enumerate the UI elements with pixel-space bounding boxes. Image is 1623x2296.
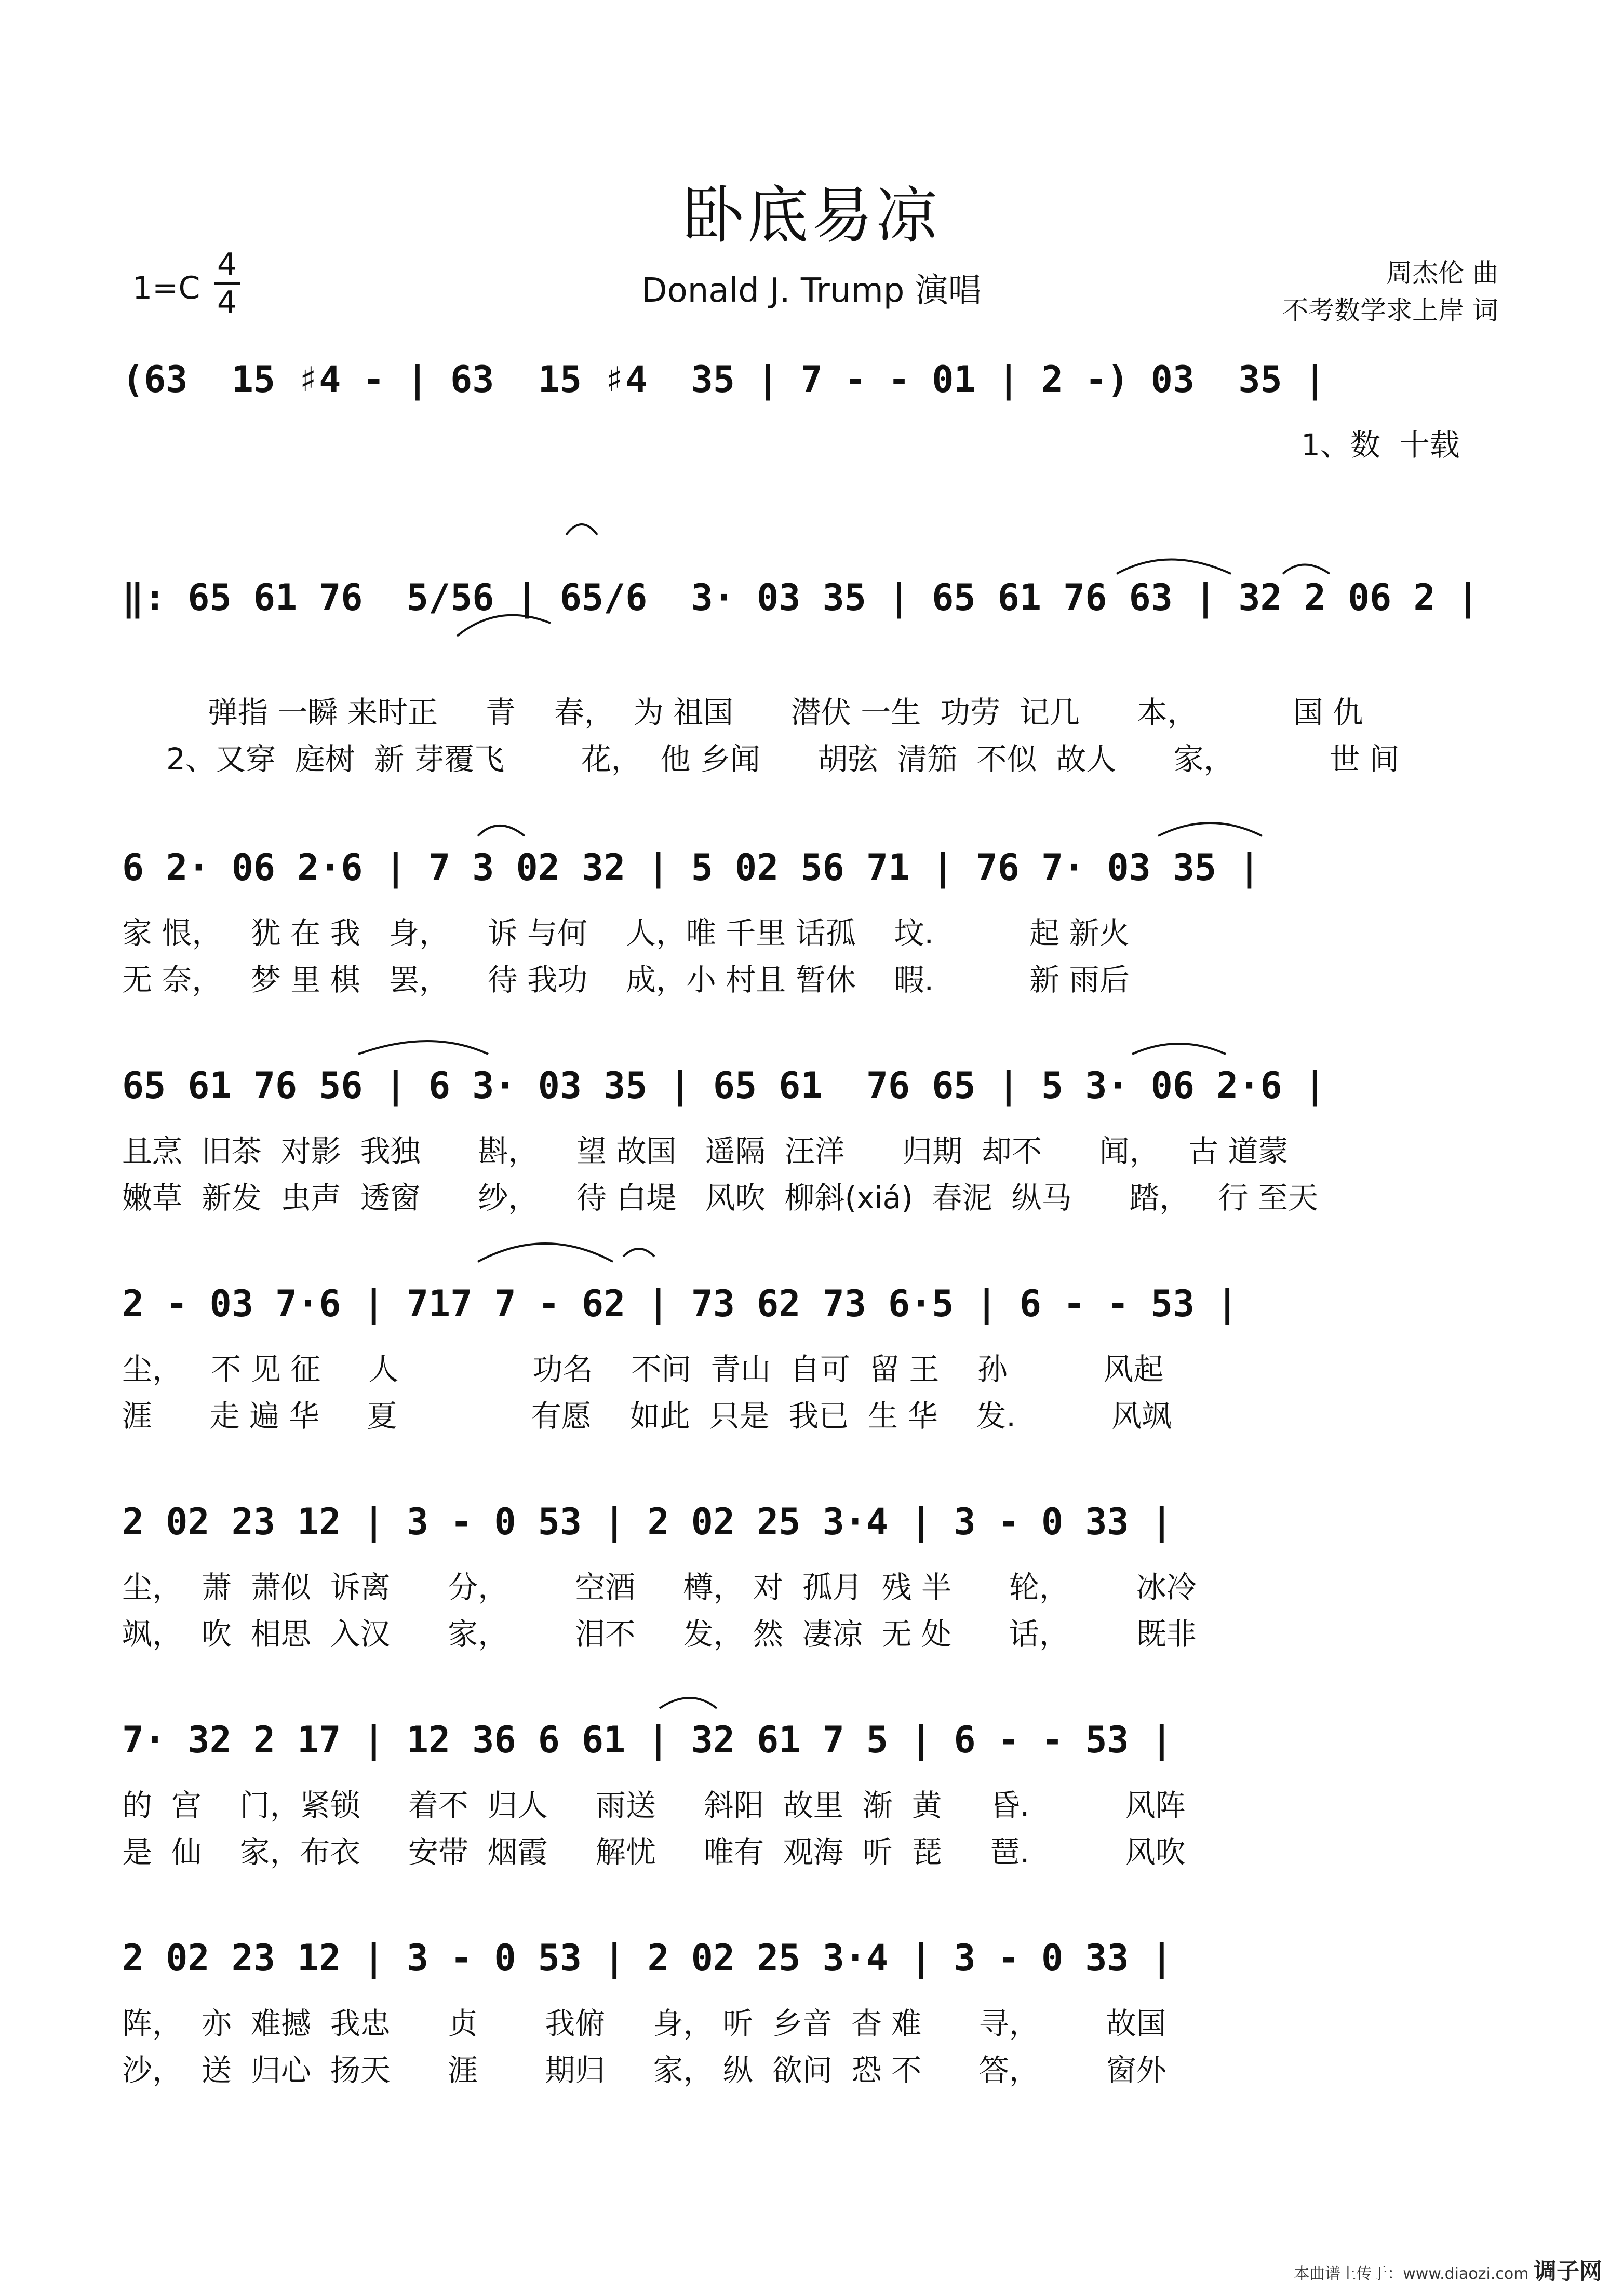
key-signature: 1=C [132,270,200,306]
meter-top: 4 [217,247,237,283]
lyric-line-2: 飒， 吹 相思 入汉 家， 泪不 发， 然 凄凉 无 处 话， 既非 [122,1616,1197,1652]
notes-line: 7· 32 2 17 | 12 36 6 61 | 32 61 7 5 | 6 - - 53 | [122,1719,1173,1761]
lyric-line-2: 涯 走 遍 华 夏 有愿 如此 只是 我已 生 华 发. 风飒 [122,1398,1172,1434]
lyric-line-1: 1、数 十载 [1301,427,1460,463]
site-watermark [1294,2252,1602,2286]
song-title: 卧底易凉 [682,180,941,251]
notes-line: ‖: 65 61 76 5/56 | 65/6 3· 03 35 | 65 61 76 63 | 32 2 06 2 | [122,576,1479,619]
notes-line: 6 2· 06 2·6 | 7 3 02 32 | 5 02 56 71 | 76 7· 03 35 | [122,846,1260,889]
watermark-note: 本曲谱上传于：www.diaozi.com [1294,2265,1529,2283]
lyric-line-2: 沙， 送 归心 扬天 涯 期归 家， 纵 欲问 恐 不 答， 窗外 [122,2052,1166,2088]
lyricist: 不考数学求上岸 词 [1282,295,1498,326]
notes-line: 2 02 23 12 | 3 - 0 53 | 2 02 25 3·4 | 3 - 0 33 | [122,1501,1173,1543]
composer: 周杰伦 曲 [1386,258,1498,288]
notes-line: 2 02 23 12 | 3 - 0 53 | 2 02 25 3·4 | 3 - 0 33 | [122,1937,1173,1979]
notes-line: 2 - 03 7·6 | 717 7 - 62 | 73 62 73 6·5 | 6 - - 53 | [122,1282,1239,1325]
meter-bottom: 4 [217,285,237,321]
lyric-line-2: 无 奈， 梦 里 棋 罢， 待 我功 成，小 村且 暂休 暇. 新 雨后 [122,962,1130,997]
lyric-line-1: 尘， 不 见 征 人 功名 不问 青山 自可 留 王 孙 风起 [122,1352,1164,1387]
lyric-line-1: 弹指 一瞬 来时正 青 春， 为 祖国 潜伏 一生 功劳 记几 本， 国 仇 [208,695,1363,730]
lyric-line-2: 嫩草 新发 虫声 透窗 纱， 待 白堤 风吹 柳斜(xiá) 春泥 纵马 踏， 行 至天 [122,1180,1318,1215]
lyric-line-1: 尘， 萧 萧似 诉离 分， 空酒 樽， 对 孤月 残 半 轮， 冰冷 [122,1570,1197,1605]
lyric-line-1: 阵， 亦 难撼 我忠 贞 我俯 身， 听 乡音 杳 难 寻， 故国 [122,2006,1166,2041]
lyric-line-1: 且烹 旧茶 对影 我独 斟， 望 故国 遥隔 汪洋 归期 却不 闻， 古 道蒙 [122,1133,1289,1169]
lyric-line-1: 的 宫 门，紧锁 着不 归人 雨送 斜阳 故里 渐 黄 昏. 风阵 [122,1788,1186,1823]
notes-line: 65 61 76 56 | 6 3· 03 35 | 65 61 76 65 | 5 3· 06 2·6 | [122,1064,1326,1107]
lyric-line-2: 是 仙 家，布衣 安带 烟霞 解忧 唯有 观海 听 琵 琶. 风吹 [122,1834,1186,1870]
notes-line: (63 15 ♯4 - | 63 15 ♯4 35 | 7 - - 01 | 2 -) 03 35 | [122,358,1326,401]
performer: Donald J. Trump 演唱 [641,272,982,310]
watermark-site: 调子网 [1534,2258,1602,2285]
lyric-line-1: 家 恨， 犹 在 我 身， 诉 与何 人，唯 千里 话孤 坟. 起 新火 [122,915,1130,951]
lyric-line-2: 2、又穿 庭树 新 芽覆飞 花， 他 乡闻 胡弦 清笳 不似 故人 家， 世 间 [166,741,1400,777]
credits [1282,254,1498,329]
